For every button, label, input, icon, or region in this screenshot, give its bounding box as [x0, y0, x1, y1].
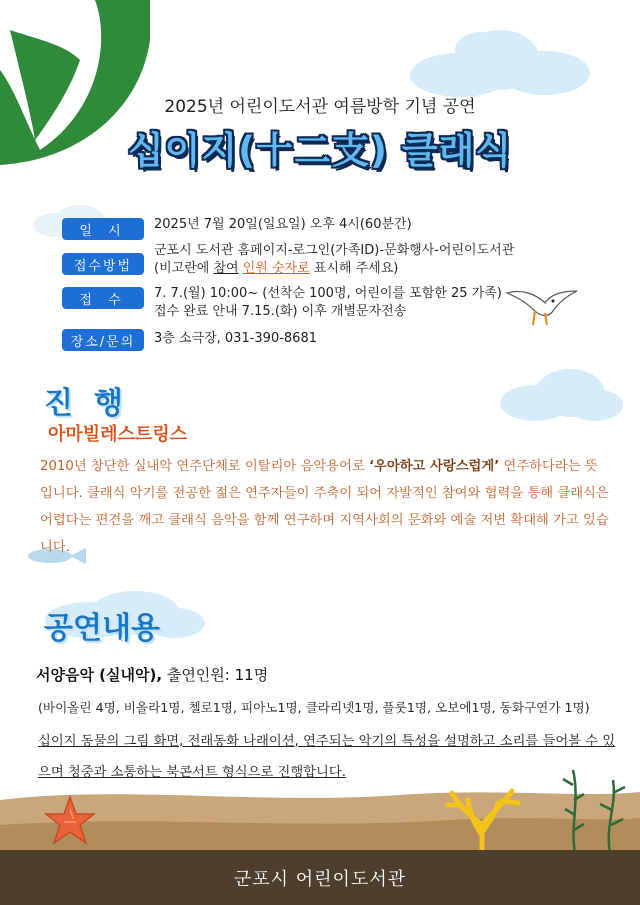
place-value: 3층 소극장, 031-390-8681 [154, 331, 317, 346]
performance-description-text: 십이지 동물의 그림 화면, 전래동화 나래이션, 연주되는 악기의 특성을 설명하고 소리를 들어볼 수 있으며 청중과 소통하는 북콘서트 형식으로 진행합니다. [38, 734, 616, 780]
date-value: 2025년 7월 20일(일요일) 오후 4시(60분간) [154, 217, 412, 232]
description-part-2: 연주하다라는 뜻입니다. 클래식 악기를 전공한 젊은 연주자들이 주축이 되어 자발적인 참여와 협력을 통해 클래식은 어렵다는 편견을 깨고 클래식 음악을 함께 연구하며 지역사회의 문화와 예술 저변 확대해 가고 있습니다. [40, 459, 609, 555]
genre-text: 서양음악 (실내악), [36, 666, 163, 684]
progress-heading: 진 행 [44, 386, 123, 421]
event-subtitle: 2025년 어린이도서관 여름방학 기념 공연 [164, 97, 476, 117]
seagull-icon [505, 285, 580, 330]
date-label: 일 시 [62, 218, 144, 240]
apply-line-2 [154, 260, 514, 278]
apply-note-highlight: 인원 숫자로 [242, 261, 310, 276]
cloud-decoration [400, 25, 600, 100]
performance-heading: 공연내용 [44, 611, 160, 646]
starfish-icon [42, 795, 98, 849]
description-emphasis: ‘우아하고 사랑스럽게’ [368, 459, 500, 474]
seaweed-icon [555, 765, 640, 853]
performer-count: 출연인원: 11명 [162, 666, 269, 684]
performance-genre [36, 664, 268, 685]
info-row-apply [62, 242, 514, 278]
coral-icon [440, 775, 525, 853]
cloud-decoration [495, 365, 625, 425]
place-label: 장소/문의 [62, 329, 144, 351]
info-row-date [62, 216, 412, 240]
apply-note-suffix: 표시해 주세요) [309, 261, 399, 276]
apply-note-participate: 참여 [213, 261, 239, 276]
apply-line-1: 군포시 도서관 홈페이지-로그인(가족ID)-문화행사-어린이도서관 [154, 243, 515, 258]
receive-label: 접 수 [62, 287, 144, 309]
apply-note-prefix: (비고란에 [154, 261, 214, 276]
receive-line-1: 7. 7.(월) 10:00~ (선착순 100명, 어린이를 포함한 25 가족) [154, 286, 502, 301]
group-description [40, 453, 610, 561]
group-name: 아마빌레스트링스 [48, 424, 188, 445]
apply-label: 접수방법 [62, 253, 144, 275]
performance-description [38, 726, 618, 788]
info-row-place [62, 327, 317, 351]
receive-line-2: 접수 완료 안내 7.15.(화) 이후 개별문자전송 [154, 304, 407, 319]
info-row-receive [62, 285, 502, 321]
description-part-1: 2010년 창단한 실내악 연주단체로 이탈리아 음악용어로 [40, 459, 369, 474]
footer-organizer: 군포시 어린이도서관 [0, 850, 640, 905]
performance-lineup: (바이올린 4명, 비올라1명, 첼로1명, 피아노1명, 클라리넷1명, 플룻1명, 오보에1명, 동화구연가 1명) [38, 700, 590, 715]
page-title: 십이지(十二支) 클래식 [127, 129, 513, 172]
